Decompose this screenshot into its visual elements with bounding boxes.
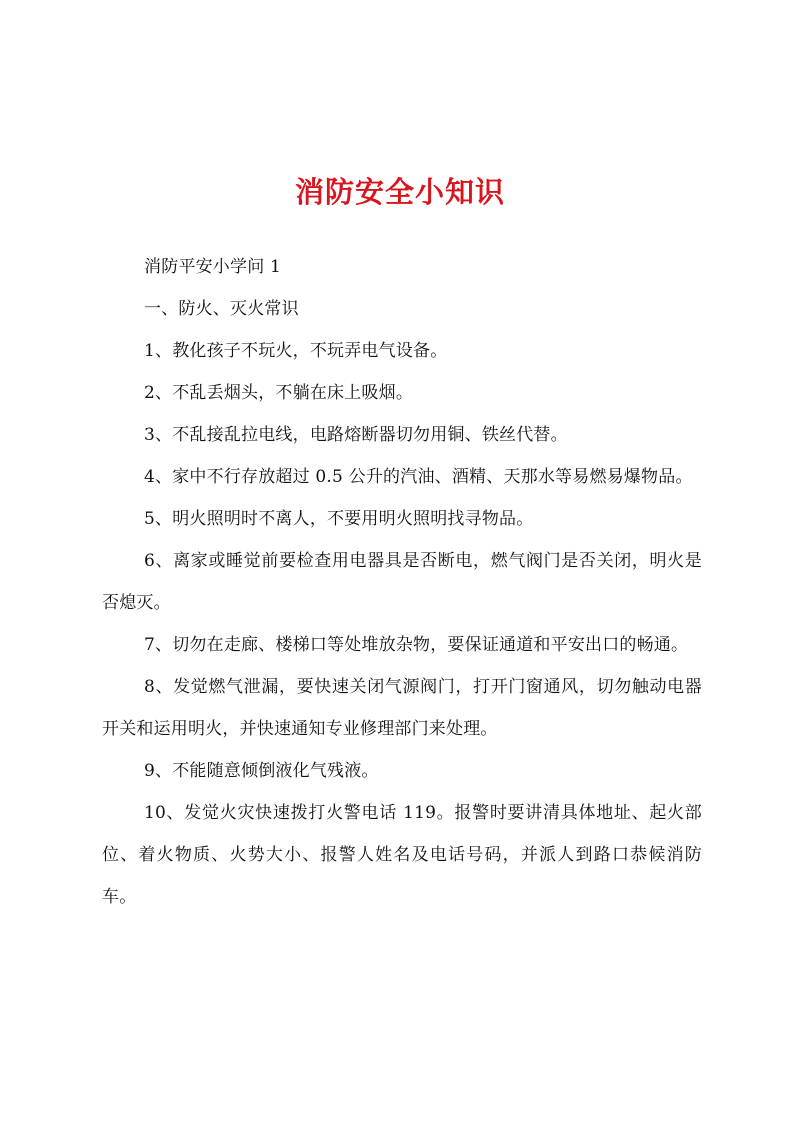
paragraph-item-4: 4、家中不行存放超过 0.5 公升的汽油、酒精、天那水等易燃易爆物品。 xyxy=(144,467,693,487)
paragraph-item-6: 6、离家或睡觉前要检查用电器具是否断电，燃气阀门是否关闭，明火是否熄灭。 xyxy=(102,551,702,613)
paragraph-item-8: 8、发觉燃气泄漏，要快速关闭气源阀门，打开门窗通风，切勿触动电器开关和运用明火，并快速通知专业修理部门来处理。 xyxy=(102,677,702,739)
paragraph-item-5: 5、明火照明时不离人，不要用明火照明找寻物品。 xyxy=(144,509,534,529)
paragraph-item-7: 7、切勿在走廊、楼梯口等处堆放杂物，要保证通道和平安出口的畅通。 xyxy=(144,635,689,655)
paragraph-subtitle: 消防平安小学问 1 xyxy=(144,257,282,277)
paragraph-item-9: 9、不能随意倾倒液化气残液。 xyxy=(144,761,379,781)
paragraph-item-3: 3、不乱接乱拉电线，电路熔断器切勿用铜、铁丝代替。 xyxy=(144,425,568,445)
paragraph-section-heading: 一、防火、灭火常识 xyxy=(144,299,299,319)
paragraph-item-2: 2、不乱丢烟头，不躺在床上吸烟。 xyxy=(144,383,414,403)
document-body xyxy=(102,246,702,918)
document-title: 消防安全小知识 xyxy=(294,175,505,209)
paragraph-item-10: 10、发觉火灾快速拨打火警电话 119。报警时要讲清具体地址、起火部位、着火物质、火势大小、报警人姓名及电话号码，并派人到路口恭候消防车。 xyxy=(102,803,702,907)
paragraph-item-1: 1、教化孩子不玩火，不玩弄电气设备。 xyxy=(144,341,448,361)
